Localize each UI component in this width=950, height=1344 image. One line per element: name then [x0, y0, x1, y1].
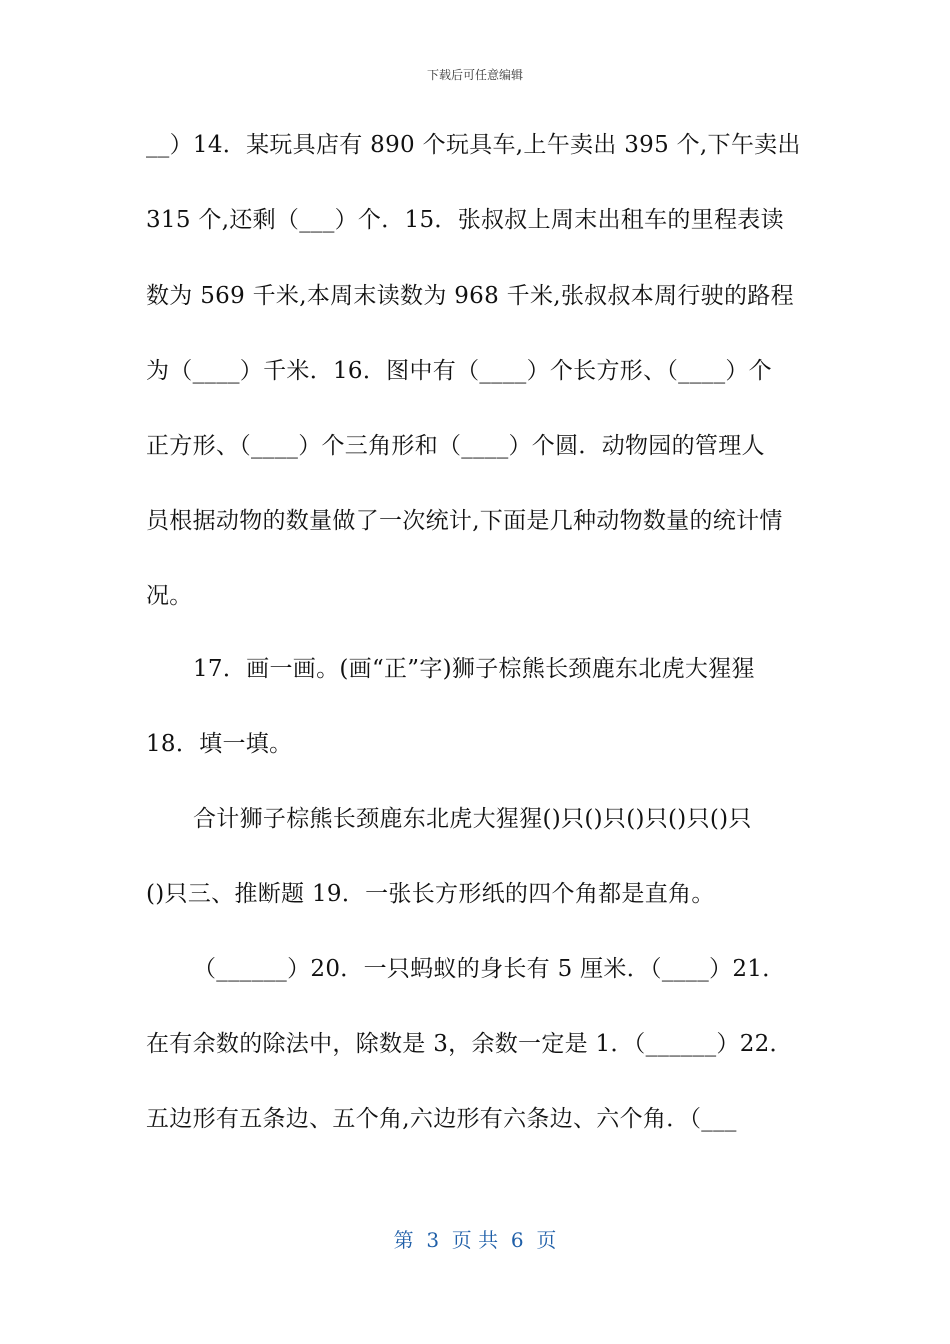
text-line: 况。 — [146, 583, 193, 609]
page-number-footer: 第 3 页 共 6 页 — [393, 1228, 557, 1252]
text-line: 合计狮子棕熊长颈鹿东北虎大猩猩()只()只()只()只()只 — [193, 806, 752, 832]
text-line: 315 个,还剩（___）个．15．张叔叔上周末出租车的里程表读 — [146, 207, 784, 233]
text-line: （______）20．一只蚂蚁的身长有 5 厘米．（____）21． — [193, 956, 786, 982]
page-header: 下载后可任意编辑 — [426, 68, 523, 82]
text-line: 正方形、（____）个三角形和（____）个圆．动物园的管理人 — [146, 433, 765, 459]
text-line: ()只三、推断题 19．一张长方形纸的四个角都是直角。 — [146, 881, 715, 907]
text-line: __）14．某玩具店有 890 个玩具车,上午卖出 395 个,下午卖出 — [146, 132, 801, 158]
text-line: 员根据动物的数量做了一次统计,下面是几种动物数量的统计情 — [146, 508, 783, 534]
text-line: 五边形有五条边、五个角,六边形有六条边、六个角．（___ — [146, 1106, 737, 1132]
text-line: 18．填一填。 — [146, 731, 293, 757]
text-line: 数为 569 千米,本周末读数为 968 千米,张叔叔本周行驶的路程 — [146, 283, 794, 309]
text-line: 在有余数的除法中，除数是 3，余数一定是 1．（______）22． — [146, 1031, 793, 1057]
text-line: 17．画一画。(画“正”字)狮子棕熊长颈鹿东北虎大猩猩 — [193, 656, 755, 682]
text-line: 为（____）千米．16．图中有（____）个长方形、（____）个 — [146, 358, 772, 384]
